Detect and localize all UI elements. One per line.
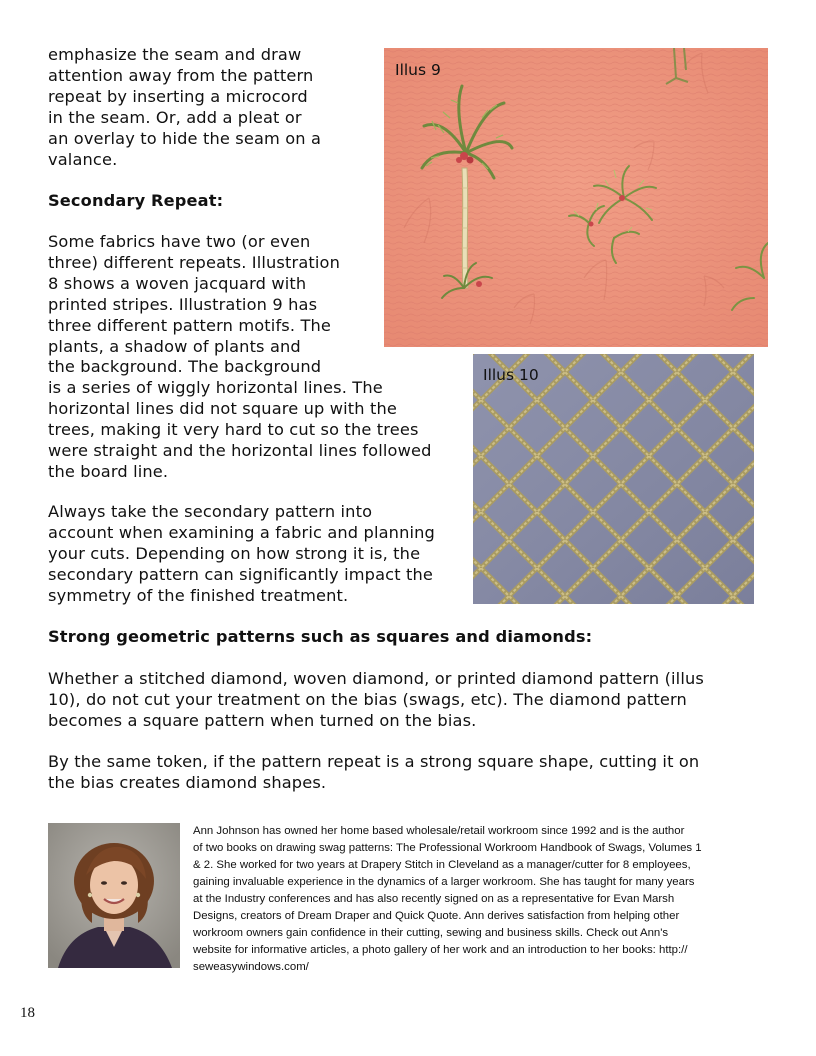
page-number: 18: [20, 1005, 35, 1021]
text-line: printed stripes. Illustration 9 has: [48, 294, 318, 314]
author-portrait-graphic: [48, 823, 180, 968]
palm-fabric-graphic: [384, 48, 768, 347]
text-line: in the seam. Or, add a pleat or: [48, 107, 302, 127]
text-line: the board line.: [48, 461, 169, 481]
text-line: three different pattern motifs. The: [48, 315, 332, 335]
text-line: the background. The background: [48, 357, 322, 377]
text-line: your cuts. Depending on how strong it is, the: [48, 543, 421, 563]
text-line: three) different repeats. Illustration: [48, 252, 340, 272]
text-line: 8 shows a woven jacquard with: [48, 273, 307, 293]
geometric-patterns-heading: Strong geometric patterns such as squares and diamonds:: [48, 627, 593, 646]
text-line: valance.: [48, 149, 118, 169]
text-line: By the same token, if the pattern repeat is a strong square shape, cutting it on: [48, 752, 700, 771]
text-line: becomes a square pattern when turned on the bias.: [48, 710, 477, 730]
text-line: were straight and the horizontal lines followed: [48, 441, 432, 461]
illus-9-palm-fabric-image: [384, 48, 768, 347]
secondary-repeat-paragraph: [48, 232, 432, 483]
text-line: Whether a stitched diamond, woven diamond, or printed diamond pattern (illus: [48, 669, 704, 688]
text-line: is a series of wiggly horizontal lines. The: [48, 378, 383, 398]
bio-line: & 2. She worked for two years at Drapery Stitch in Cleveland as a manager/cutter for 8 employees,: [193, 859, 691, 871]
text-line: account when examining a fabric and planning: [48, 522, 435, 542]
text-line: horizontal lines did not square up with the: [48, 399, 398, 419]
bio-line: Ann Johnson has owned her home based wholesale/retail workroom since 1992 and is the author: [193, 825, 685, 837]
geometric-paragraph: [48, 669, 704, 732]
bio-line: workroom owners gain confidence in their cutting, sewing and business skills. Check out Ann's: [193, 927, 669, 939]
text-line: Some fabrics have two (or even: [48, 232, 311, 251]
secondary-pattern-paragraph: [48, 502, 435, 607]
illus-9-label: Illus 9: [395, 61, 441, 79]
square-pattern-paragraph: [48, 752, 699, 794]
text-line: the bias creates diamond shapes.: [48, 772, 327, 792]
text-line: 10), do not cut your treatment on the bias (swags, etc). The diamond pattern: [48, 689, 687, 709]
bio-line: gaining invaluable experience in the dynamics of a larger workroom. She has taught for many years: [193, 876, 695, 888]
text-line: an overlay to hide the seam on a: [48, 128, 322, 148]
text-line: secondary pattern can significantly impact the: [48, 564, 434, 584]
text-line: plants, a shadow of plants and: [48, 336, 301, 356]
author-bio: [193, 823, 763, 976]
text-line: Always take the secondary pattern into: [48, 502, 373, 521]
secondary-repeat-heading: Secondary Repeat:: [48, 191, 224, 210]
text-line: symmetry of the finished treatment.: [48, 585, 349, 605]
text-line: trees, making it very hard to cut so the trees: [48, 420, 419, 440]
text-line: attention away from the pattern: [48, 65, 314, 85]
intro-paragraph: [48, 45, 321, 170]
bio-line: seweasywindows.com/: [193, 961, 309, 973]
text-line: repeat by inserting a microcord: [48, 86, 308, 106]
bio-line: website for informative articles, a photo gallery of her work and an introduction to her books: http://: [193, 944, 688, 956]
bio-line: Designs, creators of Dream Draper and Quick Quote. Ann derives satisfaction from helping other: [193, 910, 680, 922]
illus-10-label: Illus 10: [483, 366, 539, 384]
illus-10-diamond-fabric-image: [473, 354, 754, 604]
bio-line: of two books on drawing swag patterns: The Professional Workroom Handbook of Swags, Volumes 1: [193, 842, 702, 854]
text-line: emphasize the seam and draw: [48, 45, 302, 64]
bio-line: at the Industry conferences and has also recently signed on as a representative for Evan Marsh: [193, 893, 675, 905]
author-portrait-photo: [48, 823, 180, 968]
diamond-fabric-graphic: [473, 354, 754, 604]
